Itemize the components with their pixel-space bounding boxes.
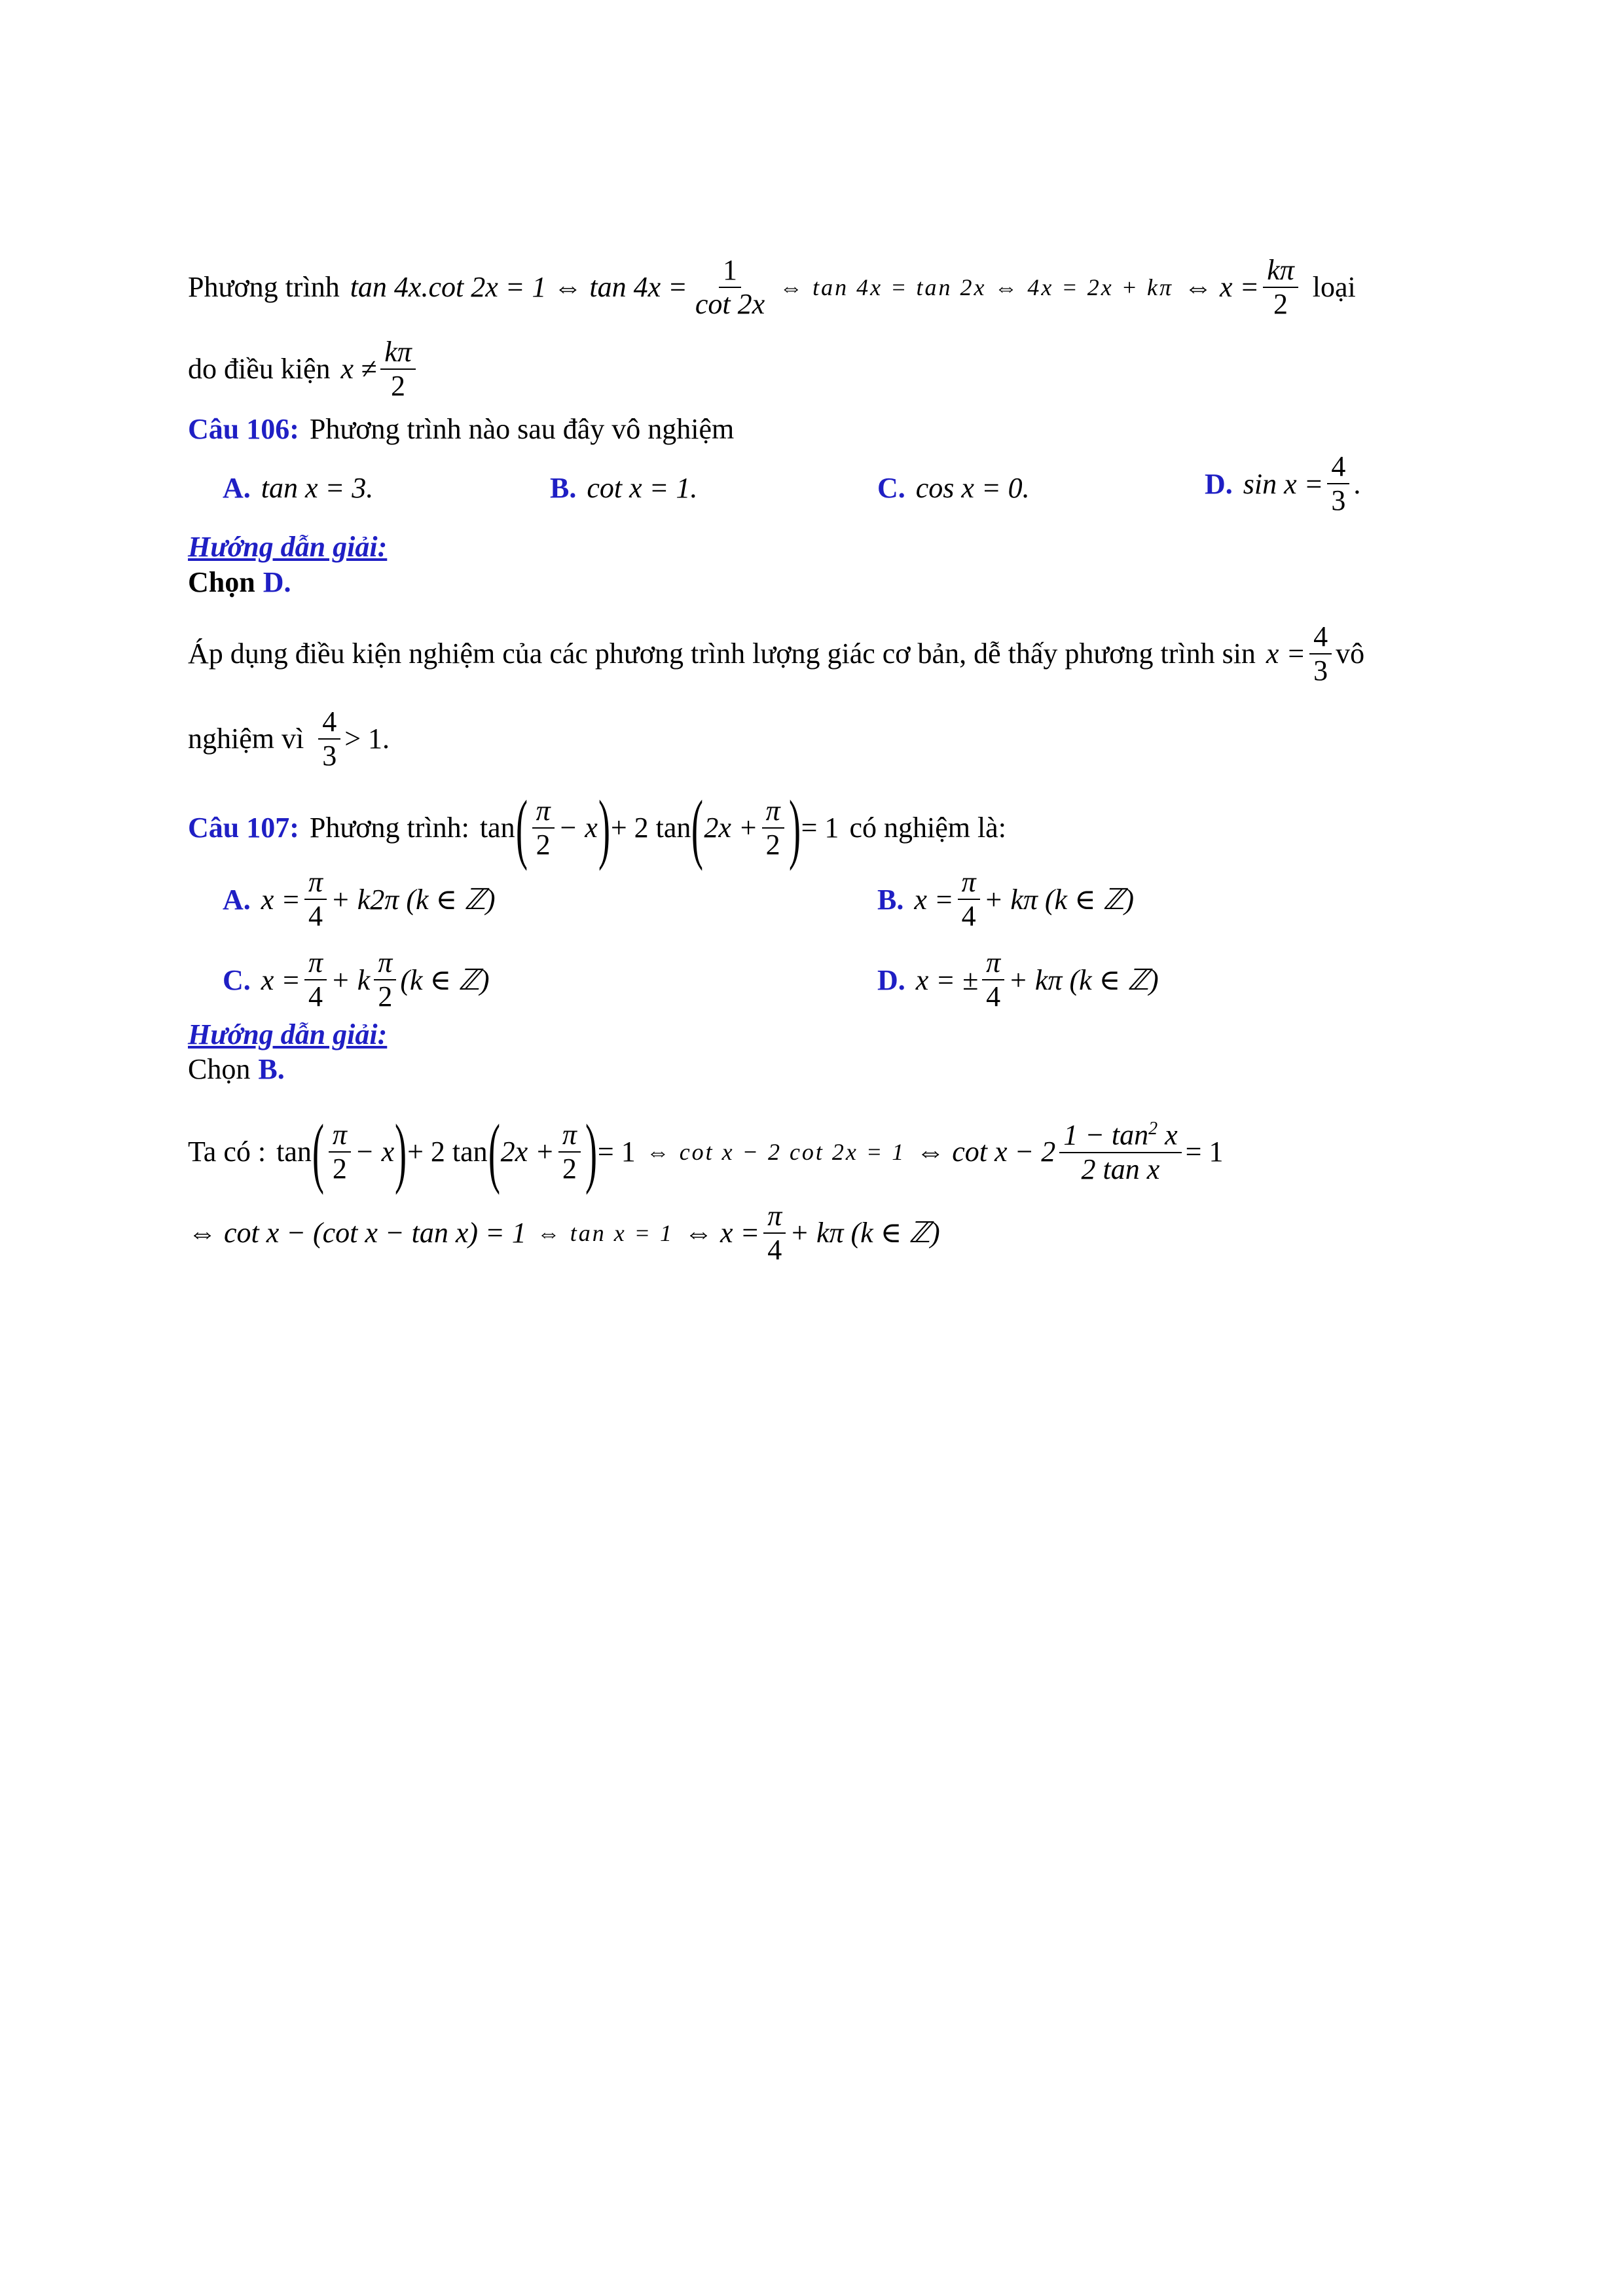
numerator: π (762, 796, 784, 829)
numerator: π (304, 867, 327, 900)
equation: ⇔ cot x − 2 (916, 1136, 1056, 1168)
fraction (1263, 255, 1298, 319)
denominator: 3 (1331, 484, 1346, 517)
working-line-2 (188, 1201, 1492, 1265)
guide-heading: Hướng dẫn giải: (188, 1018, 388, 1050)
option-b (550, 471, 697, 505)
fraction (762, 796, 784, 860)
equation: ⇔ x = (1183, 271, 1260, 304)
option-expr: x = (914, 883, 954, 916)
explanation-line-2 (188, 707, 1492, 771)
equation: = 1 (801, 812, 839, 844)
choice-106 (188, 564, 1492, 601)
option-tail: . (1353, 467, 1361, 500)
solution-line-1 (188, 255, 1492, 319)
text: vô (1336, 637, 1365, 670)
denominator: 4 (767, 1234, 782, 1266)
option-expr: + k2π (k ∈ ℤ) (331, 883, 496, 916)
option-a (223, 471, 373, 505)
text: > 1. (344, 723, 390, 755)
option-expr: sin x = (1243, 467, 1324, 500)
denominator: 2 (562, 1153, 577, 1185)
fraction (763, 1201, 786, 1265)
equation: ⇔ tan 4x = tan 2x ⇔ 4x = 2x + kπ (779, 274, 1173, 301)
denominator: cot 2x (695, 288, 765, 321)
equation: = 1 (597, 1136, 636, 1168)
option-expr: tan x = 3. (261, 472, 374, 504)
guide-heading-106 (188, 529, 1492, 565)
denominator: 2 tan x (1081, 1153, 1160, 1185)
choose-label: Chọn (188, 566, 255, 598)
answer: D. (263, 566, 291, 598)
option-expr: x = ± (915, 963, 979, 996)
option-expr: + kπ (k ∈ ℤ) (983, 883, 1135, 916)
option-letter: D. (877, 963, 905, 996)
fraction (304, 867, 327, 931)
equation: ⇔ cot x − (cot x − tan x) = 1 (188, 1217, 526, 1249)
denominator: 2 (536, 829, 551, 861)
option-expr: + kπ (k ∈ ℤ) (1008, 963, 1159, 996)
fraction (1309, 622, 1332, 686)
fraction (329, 1120, 351, 1184)
equation: − x (558, 812, 598, 844)
option-letter: B. (550, 472, 577, 504)
equation: = 1 (1185, 1136, 1224, 1168)
option-letter: B. (877, 883, 904, 916)
solution-line-2 (188, 337, 1492, 401)
denominator: 2 (332, 1153, 347, 1185)
answer: B. (258, 1053, 285, 1085)
option-expr: (k ∈ ℤ) (400, 963, 490, 996)
numerator: $1 - \tan^2 x$ (1059, 1119, 1181, 1153)
equation: tan (479, 812, 515, 844)
option-expr: + k (331, 963, 371, 996)
fraction (304, 948, 327, 1012)
fraction (532, 796, 555, 860)
question-label: Câu 106: (188, 413, 299, 445)
text: do điều kiện (188, 353, 331, 386)
question-text: Phương trình: (309, 812, 469, 844)
text: nghiệm vì (188, 723, 304, 755)
question-106 (188, 411, 1492, 448)
text: Ta có : (188, 1136, 266, 1168)
explanation-line-1 (188, 622, 1492, 686)
equation: ⇔ tan x = 1 (536, 1220, 674, 1247)
option-letter: D. (1205, 467, 1233, 500)
equation: + 2 tan (610, 812, 691, 844)
option-expr: cos x = 0. (915, 472, 1030, 504)
equation: + kπ (k ∈ ℤ) (790, 1217, 940, 1249)
choose-label: Chọn (188, 1053, 251, 1085)
numerator: π (558, 1120, 581, 1153)
option-expr: x = (261, 883, 301, 916)
equation: 2x + (500, 1136, 555, 1168)
option-letter: C. (877, 472, 905, 504)
question-text: Phương trình nào sau đây vô nghiệm (309, 413, 735, 445)
guide-heading-107 (188, 1016, 1492, 1053)
denominator: 3 (1313, 655, 1328, 687)
option-letter: C. (223, 963, 251, 996)
equation: ⇔ x = (684, 1217, 760, 1249)
text: Phương trình (188, 271, 340, 304)
equation: x = (1266, 637, 1306, 670)
denominator: 4 (308, 980, 323, 1013)
fraction (1327, 452, 1349, 516)
denominator: 3 (322, 740, 337, 772)
option-expr: cot x = 1. (587, 472, 698, 504)
numerator: π (763, 1201, 786, 1234)
fraction (691, 255, 769, 319)
working-line-1: Ta có : tan ( $\frac{\pi}{2}$ − x ) + 2 tan ( 2x + $\frac{\pi}{2}$ ) = 1 ⇔ cot x − 2 cot 2x = 1 ⇔ cot x − 2 $\frac{1 - \tan^2 x}{\text{2 tan x}}$ = 1 (188, 1108, 1224, 1195)
denominator: 4 (986, 980, 1001, 1013)
denominator: 2 (765, 829, 780, 861)
numerator: kπ (1263, 255, 1298, 288)
fraction (982, 948, 1004, 1012)
fraction (374, 948, 396, 1012)
fraction (958, 867, 980, 931)
fraction (318, 707, 340, 771)
fraction (558, 1120, 581, 1184)
question-107: Câu 107: Phương trình: tan ( $\frac{\pi}{2}$ − x ) + 2 tan ( 2x + $\frac{\pi}{2}$ ) = 1 có nghiệm là: (188, 784, 1006, 871)
equation: + 2 tan (407, 1136, 488, 1168)
option-d (1205, 452, 1360, 516)
equation: x ≠ (340, 353, 377, 386)
denominator: 4 (308, 900, 323, 933)
equation: ⇔ cot x − 2 cot 2x = 1 (646, 1139, 906, 1165)
option-letter: A. (223, 883, 251, 916)
numerator: π (329, 1120, 351, 1153)
text: có nghiệm là: (849, 812, 1006, 844)
guide-heading: Hướng dẫn giải: (188, 531, 388, 563)
numerator: π (982, 948, 1004, 980)
choice-107 (188, 1051, 1492, 1088)
option-letter: A. (223, 472, 251, 504)
option-d (877, 948, 1159, 1012)
option-b (877, 867, 1134, 931)
numerator: π (374, 948, 396, 980)
denominator: 2 (390, 370, 405, 403)
option-c (223, 948, 490, 1012)
denominator: 2 (378, 980, 393, 1013)
denominator: 4 (961, 900, 976, 933)
numerator: π (532, 796, 555, 829)
numerator: π (304, 948, 327, 980)
fraction (380, 337, 416, 401)
numerator: 4 (1327, 452, 1349, 484)
option-c (877, 471, 1030, 505)
text: Áp dụng điều kiện nghiệm của các phương trình lượng giác cơ bản, dễ thấy phương trình sin (188, 637, 1256, 670)
equation: 2x + (704, 812, 758, 844)
numerator: kπ (380, 337, 416, 370)
fraction (1059, 1119, 1181, 1185)
numerator: 4 (1309, 622, 1332, 655)
numerator: 4 (318, 707, 340, 740)
question-label: Câu 107: (188, 812, 299, 844)
numerator: 1 (719, 255, 741, 288)
option-expr: x = (261, 963, 301, 996)
denominator: 2 (1273, 288, 1288, 321)
option-a (223, 867, 496, 931)
equation: tan 4x.cot 2x = 1 ⇔ tan 4x = (350, 271, 687, 304)
equation: tan (276, 1136, 312, 1168)
equation: − x (354, 1136, 395, 1168)
numerator: π (958, 867, 980, 900)
text: loại (1312, 271, 1356, 304)
